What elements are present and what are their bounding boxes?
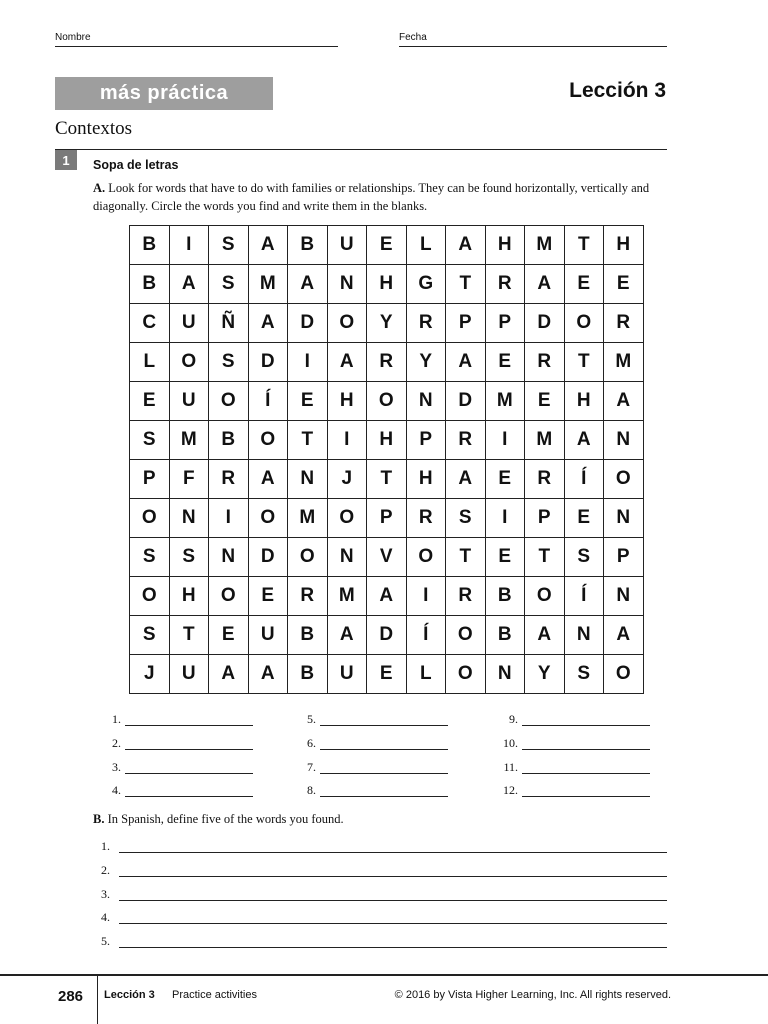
grid-letter[interactable]: N bbox=[604, 421, 644, 460]
grid-letter[interactable]: M bbox=[327, 577, 367, 616]
grid-letter[interactable]: A bbox=[446, 226, 486, 265]
grid-letter[interactable]: I bbox=[288, 343, 328, 382]
grid-letter[interactable]: A bbox=[248, 226, 288, 265]
grid-letter[interactable]: A bbox=[564, 421, 604, 460]
answer-line[interactable] bbox=[320, 749, 448, 750]
grid-letter[interactable]: E bbox=[288, 382, 328, 421]
name-field[interactable] bbox=[55, 32, 91, 43]
grid-letter[interactable]: T bbox=[564, 226, 604, 265]
grid-row bbox=[130, 265, 644, 304]
answer-number: 10. bbox=[503, 736, 518, 750]
grid-row bbox=[130, 499, 644, 538]
grid-row bbox=[130, 343, 644, 382]
grid-letter[interactable]: M bbox=[525, 421, 565, 460]
instruction-b bbox=[93, 812, 344, 827]
grid-letter[interactable]: T bbox=[288, 421, 328, 460]
grid-letter[interactable]: S bbox=[564, 538, 604, 577]
grid-letter[interactable]: S bbox=[130, 538, 170, 577]
word-search-grid bbox=[129, 225, 644, 694]
grid-letter[interactable]: T bbox=[564, 343, 604, 382]
grid-letter[interactable]: A bbox=[248, 304, 288, 343]
grid-letter[interactable]: N bbox=[288, 460, 328, 499]
instruction-a bbox=[93, 179, 668, 215]
definition-number: 5. bbox=[101, 934, 110, 948]
grid-letter[interactable]: O bbox=[288, 538, 328, 577]
grid-row bbox=[130, 577, 644, 616]
grid-row bbox=[130, 421, 644, 460]
definition-number: 4. bbox=[101, 910, 110, 924]
grid-letter[interactable]: B bbox=[288, 616, 328, 655]
section-divider bbox=[55, 149, 667, 150]
grid-letter[interactable]: T bbox=[446, 538, 486, 577]
activity-number-badge: 1 bbox=[55, 150, 77, 170]
grid-letter[interactable]: D bbox=[248, 343, 288, 382]
name-label: Nombre bbox=[55, 32, 91, 43]
answer-line[interactable] bbox=[522, 725, 650, 726]
grid-letter[interactable]: D bbox=[525, 304, 565, 343]
grid-letter[interactable]: R bbox=[525, 343, 565, 382]
grid-letter[interactable]: M bbox=[169, 421, 209, 460]
grid-letter[interactable]: A bbox=[248, 655, 288, 694]
grid-letter[interactable]: O bbox=[248, 499, 288, 538]
answer-line[interactable] bbox=[125, 749, 253, 750]
grid-letter[interactable]: U bbox=[169, 382, 209, 421]
grid-letter[interactable]: B bbox=[485, 616, 525, 655]
definition-number: 3. bbox=[101, 887, 110, 901]
grid-letter[interactable]: A bbox=[169, 265, 209, 304]
grid-letter[interactable]: O bbox=[130, 577, 170, 616]
grid-letter[interactable]: F bbox=[169, 460, 209, 499]
grid-letter[interactable]: B bbox=[130, 265, 170, 304]
grid-letter[interactable]: H bbox=[604, 226, 644, 265]
grid-letter[interactable]: O bbox=[327, 499, 367, 538]
grid-letter[interactable]: A bbox=[446, 460, 486, 499]
grid-letter[interactable]: S bbox=[209, 265, 249, 304]
grid-letter[interactable]: A bbox=[604, 382, 644, 421]
grid-letter[interactable]: I bbox=[485, 421, 525, 460]
answer-number: 2. bbox=[112, 736, 121, 750]
grid-letter[interactable]: D bbox=[248, 538, 288, 577]
grid-letter[interactable]: S bbox=[209, 226, 249, 265]
footer-subtitle: Practice activities bbox=[172, 989, 257, 1001]
grid-letter[interactable]: O bbox=[327, 304, 367, 343]
grid-letter[interactable]: M bbox=[248, 265, 288, 304]
definition-number: 1. bbox=[101, 839, 110, 853]
grid-letter[interactable]: C bbox=[130, 304, 170, 343]
grid-letter[interactable]: R bbox=[604, 304, 644, 343]
grid-letter[interactable]: U bbox=[169, 655, 209, 694]
grid-letter[interactable]: O bbox=[446, 655, 486, 694]
grid-letter[interactable]: B bbox=[288, 655, 328, 694]
grid-letter[interactable]: O bbox=[604, 655, 644, 694]
grid-letter[interactable]: H bbox=[564, 382, 604, 421]
grid-letter[interactable]: M bbox=[525, 226, 565, 265]
grid-letter[interactable]: D bbox=[367, 616, 407, 655]
page-number: 286 bbox=[58, 988, 84, 1005]
answer-line[interactable] bbox=[320, 796, 448, 797]
lesson-title: Lección 3 bbox=[569, 79, 666, 102]
grid-letter[interactable]: V bbox=[367, 538, 407, 577]
grid-letter[interactable]: I bbox=[209, 499, 249, 538]
grid-letter[interactable]: H bbox=[406, 460, 446, 499]
grid-letter[interactable]: I bbox=[485, 499, 525, 538]
grid-letter[interactable]: N bbox=[604, 577, 644, 616]
date-underline[interactable] bbox=[399, 46, 667, 47]
grid-letter[interactable]: E bbox=[209, 616, 249, 655]
grid-letter[interactable]: L bbox=[406, 226, 446, 265]
answer-line[interactable] bbox=[320, 773, 448, 774]
grid-letter[interactable]: E bbox=[248, 577, 288, 616]
grid-letter[interactable]: S bbox=[446, 499, 486, 538]
grid-letter[interactable]: P bbox=[604, 538, 644, 577]
grid-letter[interactable]: E bbox=[564, 499, 604, 538]
grid-letter[interactable]: Í bbox=[248, 382, 288, 421]
grid-letter[interactable]: P bbox=[525, 499, 565, 538]
answer-number: 8. bbox=[307, 783, 316, 797]
grid-letter[interactable]: O bbox=[446, 616, 486, 655]
grid-letter[interactable]: R bbox=[485, 265, 525, 304]
grid-letter[interactable]: H bbox=[367, 265, 407, 304]
definition-underline[interactable] bbox=[119, 947, 667, 948]
grid-letter[interactable]: L bbox=[130, 343, 170, 382]
grid-letter[interactable]: I bbox=[406, 577, 446, 616]
answer-number: 11. bbox=[503, 760, 518, 774]
instruction-b-text: In Spanish, define five of the words you found. bbox=[107, 812, 344, 826]
answer-line[interactable] bbox=[125, 796, 253, 797]
definition-underline[interactable] bbox=[119, 876, 667, 877]
grid-letter[interactable]: M bbox=[485, 382, 525, 421]
grid-letter[interactable]: T bbox=[446, 265, 486, 304]
grid-letter[interactable]: G bbox=[406, 265, 446, 304]
answer-line[interactable] bbox=[125, 773, 253, 774]
grid-letter[interactable]: N bbox=[564, 616, 604, 655]
grid-letter[interactable]: E bbox=[564, 265, 604, 304]
grid-letter[interactable]: E bbox=[485, 343, 525, 382]
answer-number: 9. bbox=[509, 712, 518, 726]
answer-number: 7. bbox=[307, 760, 316, 774]
grid-letter[interactable]: R bbox=[288, 577, 328, 616]
grid-letter[interactable]: E bbox=[485, 538, 525, 577]
grid-letter[interactable]: A bbox=[288, 265, 328, 304]
grid-letter[interactable]: N bbox=[406, 382, 446, 421]
grid-letter[interactable]: H bbox=[327, 382, 367, 421]
grid-letter[interactable]: E bbox=[485, 460, 525, 499]
grid-letter[interactable]: E bbox=[130, 382, 170, 421]
grid-letter[interactable]: L bbox=[406, 655, 446, 694]
grid-letter[interactable]: R bbox=[209, 460, 249, 499]
grid-letter[interactable]: B bbox=[209, 421, 249, 460]
grid-letter[interactable]: B bbox=[485, 577, 525, 616]
answer-line[interactable] bbox=[522, 796, 650, 797]
grid-letter[interactable]: M bbox=[604, 343, 644, 382]
grid-letter[interactable]: Y bbox=[525, 655, 565, 694]
grid-letter[interactable]: S bbox=[564, 655, 604, 694]
name-underline[interactable] bbox=[55, 46, 338, 47]
grid-letter[interactable]: A bbox=[209, 655, 249, 694]
grid-letter[interactable]: T bbox=[367, 460, 407, 499]
grid-letter[interactable]: U bbox=[327, 226, 367, 265]
activity-title: Sopa de letras bbox=[93, 158, 179, 172]
grid-letter[interactable]: O bbox=[248, 421, 288, 460]
grid-letter[interactable]: A bbox=[446, 343, 486, 382]
grid-letter[interactable]: R bbox=[406, 499, 446, 538]
date-field[interactable] bbox=[399, 32, 427, 43]
grid-letter[interactable]: R bbox=[525, 460, 565, 499]
grid-letter[interactable]: B bbox=[130, 226, 170, 265]
answer-line[interactable] bbox=[522, 773, 650, 774]
grid-letter[interactable]: O bbox=[406, 538, 446, 577]
definition-underline[interactable] bbox=[119, 900, 667, 901]
grid-letter[interactable]: O bbox=[525, 577, 565, 616]
grid-letter[interactable]: T bbox=[169, 616, 209, 655]
grid-letter[interactable]: N bbox=[169, 499, 209, 538]
grid-letter[interactable]: S bbox=[130, 421, 170, 460]
grid-letter[interactable]: A bbox=[327, 616, 367, 655]
footer-lesson: Lección 3 bbox=[104, 989, 155, 1001]
grid-letter[interactable]: H bbox=[169, 577, 209, 616]
grid-letter[interactable]: N bbox=[327, 538, 367, 577]
grid-letter[interactable]: O bbox=[209, 382, 249, 421]
grid-letter[interactable]: A bbox=[525, 616, 565, 655]
grid-letter[interactable]: D bbox=[446, 382, 486, 421]
grid-letter[interactable]: Y bbox=[367, 304, 407, 343]
footer-divider bbox=[0, 974, 768, 976]
answer-number: 5. bbox=[307, 712, 316, 726]
grid-letter[interactable]: N bbox=[209, 538, 249, 577]
grid-letter[interactable]: E bbox=[367, 226, 407, 265]
copyright-notice: © 2016 by Vista Higher Learning, Inc. All rights reserved. bbox=[394, 989, 671, 1001]
grid-letter[interactable]: A bbox=[327, 343, 367, 382]
answer-number: 12. bbox=[503, 783, 518, 797]
grid-letter[interactable]: S bbox=[169, 538, 209, 577]
section-title: Contextos bbox=[55, 118, 133, 139]
grid-letter[interactable]: P bbox=[367, 499, 407, 538]
grid-letter[interactable]: R bbox=[446, 421, 486, 460]
instruction-a-text: Look for words that have to do with families or relationships. They can be found horizontally, vertically and diagonally. Circle the words you find and write them in the blanks. bbox=[93, 181, 650, 213]
practice-banner: más práctica bbox=[55, 77, 273, 110]
grid-letter[interactable]: Í bbox=[406, 616, 446, 655]
grid-letter[interactable]: M bbox=[288, 499, 328, 538]
instruction-b-label: B. bbox=[93, 812, 105, 826]
grid-row bbox=[130, 226, 644, 265]
grid-letter[interactable]: P bbox=[406, 421, 446, 460]
grid-row bbox=[130, 382, 644, 421]
answer-line[interactable] bbox=[125, 725, 253, 726]
grid-letter[interactable]: N bbox=[327, 265, 367, 304]
grid-letter[interactable]: Í bbox=[564, 577, 604, 616]
grid-letter[interactable]: A bbox=[604, 616, 644, 655]
grid-letter[interactable]: B bbox=[288, 226, 328, 265]
grid-row bbox=[130, 304, 644, 343]
answer-line[interactable] bbox=[320, 725, 448, 726]
grid-letter[interactable]: U bbox=[169, 304, 209, 343]
grid-letter[interactable]: J bbox=[327, 460, 367, 499]
grid-letter[interactable]: O bbox=[604, 460, 644, 499]
definition-underline[interactable] bbox=[119, 852, 667, 853]
grid-letter[interactable]: R bbox=[406, 304, 446, 343]
answer-number: 3. bbox=[112, 760, 121, 774]
grid-letter[interactable]: Ñ bbox=[209, 304, 249, 343]
grid-row bbox=[130, 538, 644, 577]
grid-letter[interactable]: S bbox=[130, 616, 170, 655]
instruction-a-label: A. bbox=[93, 181, 106, 195]
grid-letter[interactable]: Í bbox=[564, 460, 604, 499]
grid-letter[interactable]: J bbox=[130, 655, 170, 694]
grid-letter[interactable]: O bbox=[564, 304, 604, 343]
grid-letter[interactable]: E bbox=[604, 265, 644, 304]
answer-number: 4. bbox=[112, 783, 121, 797]
grid-letter[interactable]: U bbox=[248, 616, 288, 655]
grid-letter[interactable]: I bbox=[327, 421, 367, 460]
definition-underline[interactable] bbox=[119, 923, 667, 924]
grid-letter[interactable]: N bbox=[485, 655, 525, 694]
grid-letter[interactable]: U bbox=[327, 655, 367, 694]
grid-letter[interactable]: O bbox=[367, 382, 407, 421]
grid-letter[interactable]: Y bbox=[406, 343, 446, 382]
grid-letter[interactable]: A bbox=[248, 460, 288, 499]
grid-letter[interactable]: S bbox=[209, 343, 249, 382]
grid-letter[interactable]: T bbox=[525, 538, 565, 577]
grid-letter[interactable]: O bbox=[130, 499, 170, 538]
grid-row bbox=[130, 616, 644, 655]
grid-letter[interactable]: D bbox=[288, 304, 328, 343]
grid-letter[interactable]: E bbox=[525, 382, 565, 421]
grid-letter[interactable]: R bbox=[367, 343, 407, 382]
grid-letter[interactable]: P bbox=[130, 460, 170, 499]
grid-letter[interactable]: I bbox=[169, 226, 209, 265]
grid-letter[interactable]: P bbox=[485, 304, 525, 343]
grid-letter[interactable]: N bbox=[604, 499, 644, 538]
grid-letter[interactable]: R bbox=[446, 577, 486, 616]
grid-letter[interactable]: H bbox=[485, 226, 525, 265]
grid-row bbox=[130, 655, 644, 694]
footer-separator bbox=[97, 976, 98, 1024]
grid-letter[interactable]: O bbox=[169, 343, 209, 382]
grid-letter[interactable]: P bbox=[446, 304, 486, 343]
grid-row bbox=[130, 460, 644, 499]
answer-number: 1. bbox=[112, 712, 121, 726]
grid-letter[interactable]: A bbox=[525, 265, 565, 304]
date-label: Fecha bbox=[399, 32, 427, 43]
grid-letter[interactable]: H bbox=[367, 421, 407, 460]
grid-letter[interactable]: A bbox=[367, 577, 407, 616]
grid-letter[interactable]: O bbox=[209, 577, 249, 616]
grid-letter[interactable]: E bbox=[367, 655, 407, 694]
definition-number: 2. bbox=[101, 863, 110, 877]
answer-line[interactable] bbox=[522, 749, 650, 750]
answer-number: 6. bbox=[307, 736, 316, 750]
